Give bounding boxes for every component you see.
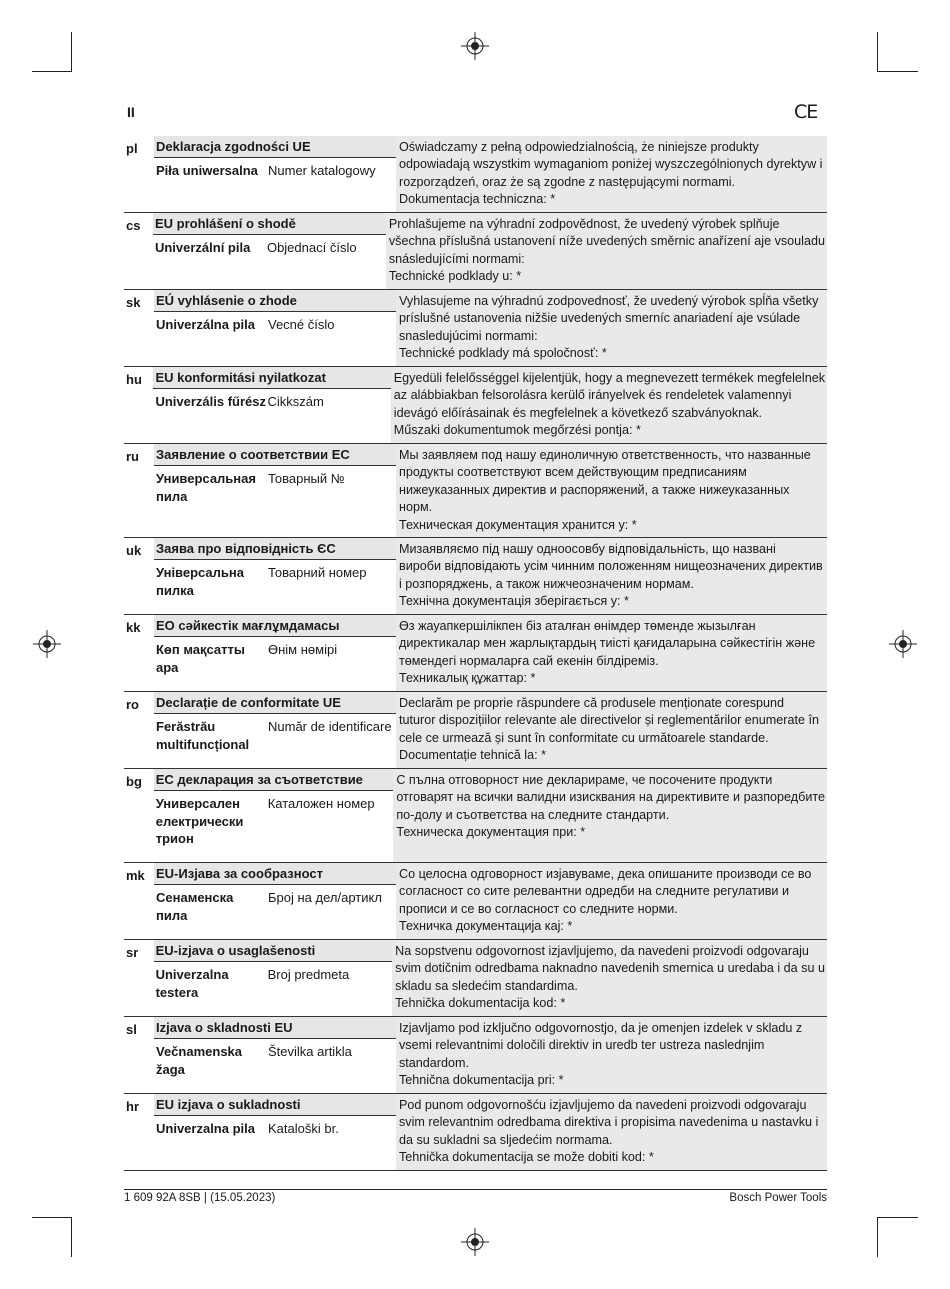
- declaration-text-line: svim relevantnim odredbama direktiva i propisima navedenima u nastavku i: [399, 1115, 819, 1130]
- declaration-text-line: Műszaki dokumentumok megőrzési pontja: *: [393, 423, 641, 438]
- declaration-text-line: da su sukladni sa sljedećim normama.: [399, 1132, 613, 1147]
- language-code: cs: [126, 218, 141, 233]
- declaration-text-line: príslušné ustanovenia nižšie uvedených smerníc anariadení aje vsúlade: [399, 311, 801, 326]
- declaration-text-line: Техничка документација кај: *: [399, 919, 573, 934]
- declaration-text-line: tuturor dispozițiilor relevante ale directivelor și reglementărilor enumerate în: [399, 713, 819, 728]
- declaration-row: [124, 1094, 827, 1171]
- footer-divider: [124, 1189, 827, 1190]
- declaration-row: [124, 213, 827, 290]
- number-label: Өнім нөмірі: [268, 642, 338, 657]
- product-name: Сенаменска пила: [156, 890, 234, 923]
- registration-mark-icon: [889, 630, 917, 658]
- declaration-text-line: Техникалық құжаттар: *: [399, 671, 536, 686]
- language-code: kk: [126, 620, 141, 635]
- declaration-text-line: Technické podklady má spoločnosť: *: [399, 346, 607, 361]
- declaration-text-line: Documentație tehnică la: *: [399, 748, 547, 763]
- crop-mark: [32, 71, 72, 72]
- declaration-text: [396, 444, 827, 537]
- declaration-info: [154, 136, 396, 212]
- declaration-info: [154, 615, 396, 691]
- declaration-title: ЕС декларация за съответствие: [154, 769, 394, 791]
- declaration-info: [153, 367, 390, 443]
- product-name: Piła uniwersalna: [156, 163, 258, 178]
- language-code: ru: [126, 449, 139, 464]
- declaration-text-line: Technické podklady u: *: [388, 269, 522, 284]
- declaration-info: [154, 538, 396, 614]
- declaration-text: [392, 940, 827, 1016]
- language-code: sl: [126, 1022, 137, 1037]
- product-name: Univerzálna pila: [156, 317, 255, 332]
- declaration-text-line: Na sopstvenu odgovornost izjavljujemo, da navedeni proizvodi odgovaraju: [395, 944, 809, 958]
- number-label: Objednací číslo: [266, 240, 357, 255]
- product-name: Univerzalna testera: [155, 967, 229, 1000]
- declaration-text: [391, 367, 827, 443]
- page-number: II: [127, 104, 135, 120]
- number-label: Număr de identificare: [268, 719, 392, 734]
- product-name: Универсальная пила: [156, 471, 256, 504]
- declaration-text: [396, 615, 827, 691]
- declaration-text: [393, 769, 827, 862]
- declaration-text-line: Izjavljamo pod izključno odgovornostjo, da je omenjen izdelek v skladu z: [399, 1021, 803, 1035]
- declaration-row: [124, 367, 827, 444]
- declaration-text-line: vsemi relevantnimi določili direktiv in uredb ter ustreza naslednjim: [399, 1038, 765, 1053]
- declaration-text-line: вироби відповідають усім чинним положенням нищеозначених директив: [399, 559, 823, 574]
- language-code: mk: [126, 868, 145, 883]
- number-label: Товарний номер: [268, 565, 367, 580]
- declaration-text-line: С пълна отговорност ние декларираме, че посочените продукти: [396, 773, 773, 787]
- declaration-row: [124, 940, 827, 1017]
- declaration-text-line: Pod punom odgovornošću izjavljujemo da navedeni proizvodi odgovaraju: [399, 1098, 807, 1112]
- product-name: Univerzalna pila: [156, 1121, 255, 1136]
- language-code: pl: [126, 141, 138, 156]
- crop-mark: [71, 1217, 72, 1257]
- declaration-row: [124, 444, 827, 538]
- language-code: ro: [126, 697, 139, 712]
- declaration-text-line: rozporządzeń, oraz że są zgodne z następującymi normami.: [399, 174, 735, 189]
- product-name: Univerzális fűrész: [155, 394, 266, 409]
- declaration-text-line: odpowiadają wszystkim wymaganiom poniżej wyszczególnionych dyrektyw i: [399, 157, 823, 172]
- crop-mark: [878, 71, 918, 72]
- declaration-text-line: төмендегі нормаларға сай екенін білдіреміз.: [399, 653, 659, 668]
- product-name: Универсален електрически трион: [155, 796, 244, 846]
- declaration-text-line: Техническая документация хранится у: *: [399, 517, 637, 532]
- declaration-text-line: Өз жауапкершілікпен біз аталған өнімдер төменде жызылған: [399, 619, 756, 633]
- declaration-text-line: прописи и се во согласност со следните норми.: [399, 901, 678, 916]
- declaration-title: Izjava o skladnosti EU: [154, 1017, 396, 1039]
- declaration-text-line: standardom.: [399, 1055, 470, 1070]
- declaration-text-line: idevágó előírásainak és megfelelnek a következő szabványoknak.: [393, 405, 763, 420]
- declaration-text-line: согласност со сите релевантни одредби на следните регулативи и: [399, 884, 789, 899]
- number-label: Broj predmeta: [267, 967, 350, 982]
- number-label: Cikkszám: [267, 394, 324, 409]
- product-name: Večnamenska žaga: [156, 1044, 243, 1077]
- number-label: Каталожен номер: [267, 796, 375, 811]
- declaration-text-line: Со целосна одговорност изјавуваме, дека опишаните производи се во: [399, 867, 812, 881]
- declaration-row: [124, 863, 827, 940]
- declaration-title: EU-Изјава за сообразност: [154, 863, 396, 885]
- declaration-text-line: Prohlašujeme na výhradní zodpovědnost, že uvedený výrobek splňuje: [388, 217, 780, 231]
- declaration-row: [124, 136, 827, 213]
- declaration-text-line: snasledujúcimi normami:: [399, 328, 538, 343]
- crop-mark: [877, 1217, 878, 1257]
- declaration-text: [396, 1017, 827, 1093]
- declaration-info: [154, 940, 393, 1016]
- declaration-text-line: по-долу и съответства на следните стандарти.: [396, 807, 670, 822]
- declaration-text-line: Dokumentacja techniczna: *: [399, 192, 556, 207]
- declaration-title: EU-izjava o usaglašenosti: [154, 940, 393, 962]
- declaration-text-line: všechna příslušná ustanovení níže uvedených směrnic anařízení aje vsouladu: [388, 234, 825, 249]
- declaration-text: [396, 863, 827, 939]
- declaration-title: Заявление о соответствии ЕС: [154, 444, 396, 466]
- declaration-info: [153, 213, 386, 289]
- declaration-info: [154, 1094, 396, 1170]
- number-label: Številka artikla: [268, 1044, 352, 1059]
- declaration-text: [396, 538, 827, 614]
- declaration-info: [154, 444, 396, 537]
- declaration-row: [124, 290, 827, 367]
- declaration-title: EÚ vyhlásenie o zhode: [154, 290, 396, 312]
- declaration-info: [154, 290, 396, 366]
- declaration-text-line: Техническа документация при: *: [396, 825, 586, 840]
- declaration-table: [124, 136, 827, 1171]
- declaration-text-line: директикалар мен жарлықтардың тиісті қағидаларына сәйкестігін және: [399, 636, 816, 651]
- declaration-row: [124, 692, 827, 769]
- product-name: Көп мақсатты ара: [156, 642, 245, 675]
- product-name: Univerzální pila: [154, 240, 251, 255]
- declaration-text-line: cele ce urmează și sunt în conformitate cu următoarele standarde.: [399, 730, 769, 745]
- language-code: sk: [126, 295, 141, 310]
- declaration-text-line: Мизаявляємо під нашу одноосовбу відповідальність, що названі: [399, 542, 776, 556]
- registration-mark-icon: [33, 630, 61, 658]
- registration-mark-icon: [461, 1228, 489, 1256]
- declaration-info: [154, 692, 396, 768]
- declaration-info: [154, 863, 396, 939]
- declaration-text-line: az alábbiakban felsorolásra kerülő irányelvek és rendeletek valamennyi: [393, 388, 792, 403]
- declaration-info: [154, 769, 394, 862]
- declaration-text: [396, 1094, 827, 1170]
- declaration-text-line: Declarăm pe proprie răspundere că produsele menționate corespund: [399, 696, 785, 710]
- declaration-title: Deklaracja zgodności UE: [154, 136, 396, 158]
- declaration-text-line: продукты соответствуют всем действующим предписаниям: [399, 465, 747, 480]
- declaration-text-line: skladu sa sledećim standardima.: [395, 978, 578, 993]
- declaration-title: EU konformitási nyilatkozat: [153, 367, 390, 389]
- number-label: Товарный №: [268, 471, 345, 486]
- declaration-text-line: Технічна документація зберігається у: *: [399, 594, 629, 609]
- declaration-text-line: нижеуказанных директив и распоряжений, а также нижеуказанных: [399, 482, 790, 497]
- crop-mark: [878, 1217, 918, 1218]
- number-label: Број на дел/артикл: [268, 890, 382, 905]
- declaration-text-line: норм.: [399, 500, 433, 515]
- declaration-row: [124, 769, 827, 863]
- language-code: hu: [126, 372, 142, 387]
- declaration-text-line: Vyhlasujeme na výhradnú zodpovednosť, že uvedený výrobok spĺňa všetky: [399, 294, 819, 308]
- declaration-text-line: Мы заявляем под нашу единоличную ответственность, что названные: [399, 448, 811, 462]
- footer-brand: Bosch Power Tools: [729, 1192, 827, 1204]
- product-name: Універсальна пилка: [156, 565, 244, 598]
- declaration-row: [124, 538, 827, 615]
- number-label: Numer katalogowy: [268, 163, 376, 178]
- declaration-text-line: Tehnička dokumentacija se može dobiti kod: *: [399, 1150, 654, 1165]
- declaration-text: [396, 290, 827, 366]
- declaration-text-line: Oświadczamy z pełną odpowiedzialnością, że niniejsze produkty: [399, 140, 759, 154]
- language-code: bg: [126, 774, 142, 789]
- ce-mark: CE: [794, 101, 818, 123]
- footer-doc-id: 1 609 92A 8SB | (15.05.2023): [124, 1192, 276, 1204]
- declaration-text-line: svim dotičnim odredbama naknadno navedenih smernica u uredaba i da su u: [395, 961, 825, 976]
- language-code: uk: [126, 543, 142, 558]
- declaration-text-line: Tehnična dokumentacija pri: *: [399, 1073, 564, 1088]
- declaration-row: [124, 1017, 827, 1094]
- declaration-text: [386, 213, 827, 289]
- crop-mark: [32, 1217, 72, 1218]
- declaration-title: EU prohlášení o shodě: [153, 213, 386, 235]
- language-code: sr: [126, 945, 139, 960]
- declaration-info: [154, 1017, 396, 1093]
- declaration-title: ЕО сәйкестік мағлұмдамасы: [154, 615, 396, 637]
- product-name: Ferăstrău multifuncțional: [156, 719, 250, 752]
- declaration-text: [396, 692, 827, 768]
- registration-mark-icon: [461, 32, 489, 60]
- declaration-text-line: і розпоряджень, а також нижчеозначеним нормам.: [399, 576, 694, 591]
- declaration-text: [396, 136, 827, 212]
- number-label: Vecné číslo: [268, 317, 335, 332]
- declaration-text-line: отговарят на всички валидни изисквания на директивите и разпоредбите: [396, 790, 825, 805]
- declaration-title: Заява про відповідність ЄС: [154, 538, 396, 560]
- declaration-text-line: snásledujícími normami:: [388, 251, 525, 266]
- declaration-title: EU izjava o sukladnosti: [154, 1094, 396, 1116]
- declaration-title: Declarație de conformitate UE: [154, 692, 396, 714]
- crop-mark: [71, 32, 72, 72]
- declaration-text-line: Egyedüli felelősséggel kijelentjük, hogy a megnevezett termékek megfelelnek: [393, 371, 825, 385]
- declaration-text-line: Tehnička dokumentacija kod: *: [395, 996, 566, 1011]
- language-code: hr: [126, 1099, 139, 1114]
- number-label: Kataloški br.: [268, 1121, 339, 1136]
- crop-mark: [877, 32, 878, 72]
- declaration-row: [124, 615, 827, 692]
